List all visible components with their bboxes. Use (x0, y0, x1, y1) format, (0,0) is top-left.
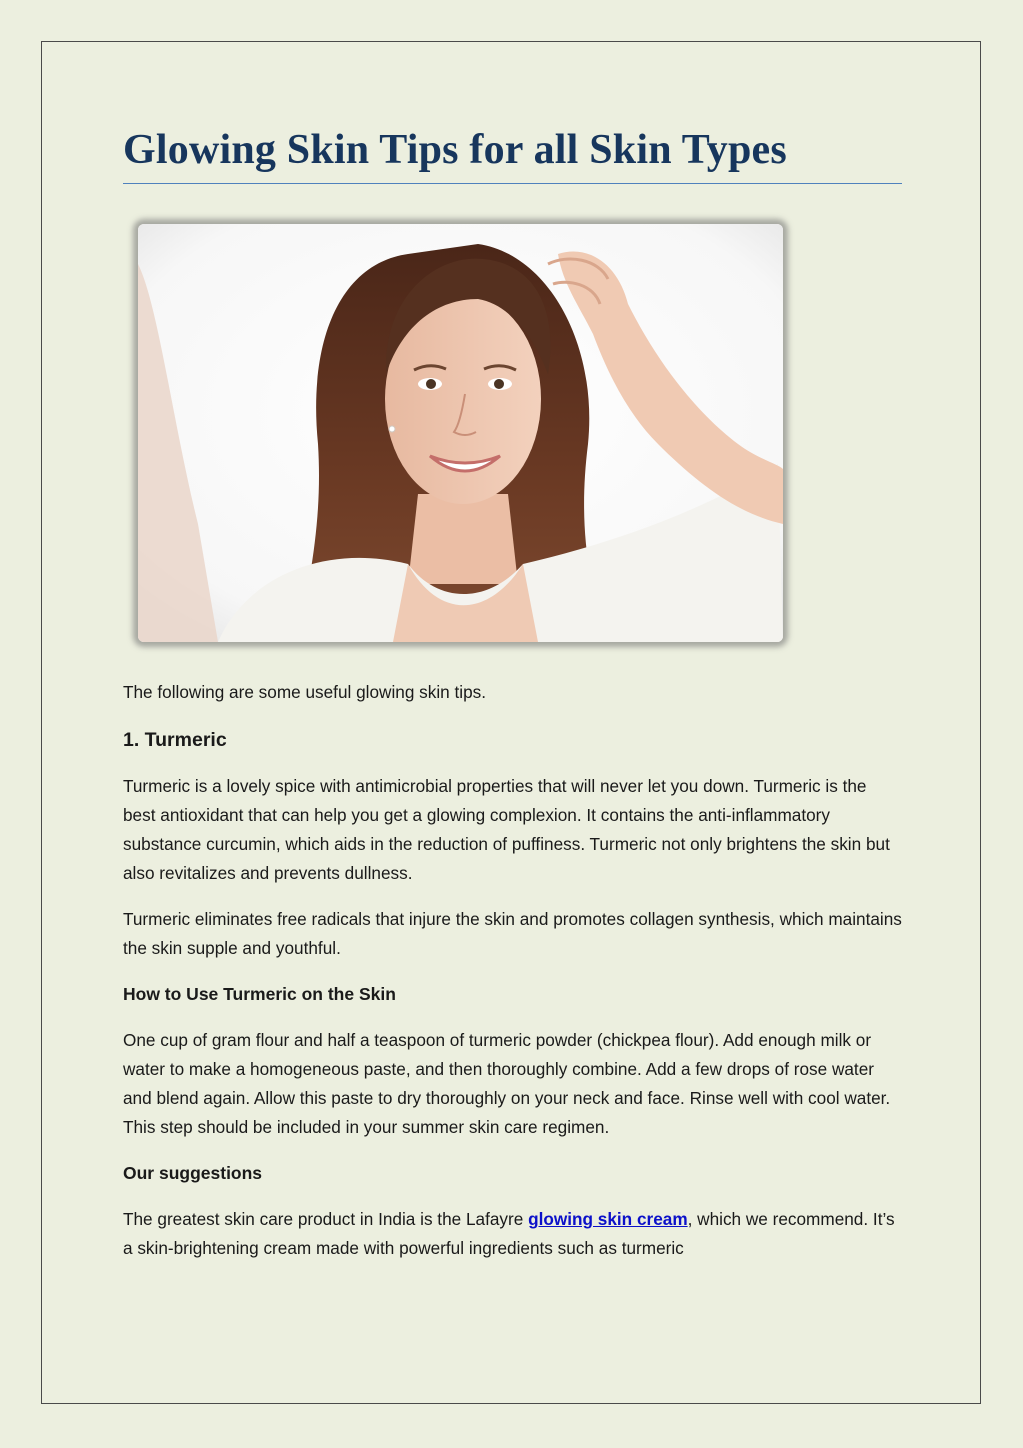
how-to-paragraph: One cup of gram flour and half a teaspoon of turmeric powder (chickpea flour). Add enough milk or water to make a homogeneous paste, and then thoroughly combine. Add a few drops of rose water and blend again. Allow this paste to dry thoroughly on your neck and face. Rinse well with cool water. This step should be included in your summer skin care regimen. (123, 1030, 891, 1138)
suggestions-paragraph (123, 1205, 902, 1263)
page-title: Glowing Skin Tips for all Skin Types (123, 125, 902, 184)
turmeric-paragraph-2: Turmeric eliminates free radicals that injure the skin and promotes collagen synthesis, which maintains the skin supple and youthful. (123, 909, 902, 959)
turmeric-paragraph-1: Turmeric is a lovely spice with antimicrobial properties that will never let you down. Turmeric is the best antioxidant that can help you get a glowing complexion. It contains the anti-inflammatory substance curcumin, which aids in the reduction of puffiness. Turmeric not only brightens the skin but also revitalizes and prevents dullness. (123, 776, 890, 884)
intro-text: The following are some useful glowing skin tips. (123, 682, 487, 703)
suggestions-heading: Our suggestions (123, 1163, 263, 1184)
woman-portrait-illustration (138, 224, 783, 642)
document-body (123, 125, 902, 1280)
suggestions-text-after: , which we recommend. It’s a skin-brightening cream made with powerful ingredients such as turmeric (123, 1209, 895, 1259)
section-heading-turmeric: 1. Turmeric (123, 729, 227, 752)
suggestions-text-before: The greatest skin care product in India is the Lafayre (123, 1209, 529, 1230)
how-to-heading: How to Use Turmeric on the Skin (123, 984, 396, 1005)
hero-image (138, 224, 783, 642)
glowing-skin-cream-link[interactable]: glowing skin cream (528, 1209, 688, 1230)
